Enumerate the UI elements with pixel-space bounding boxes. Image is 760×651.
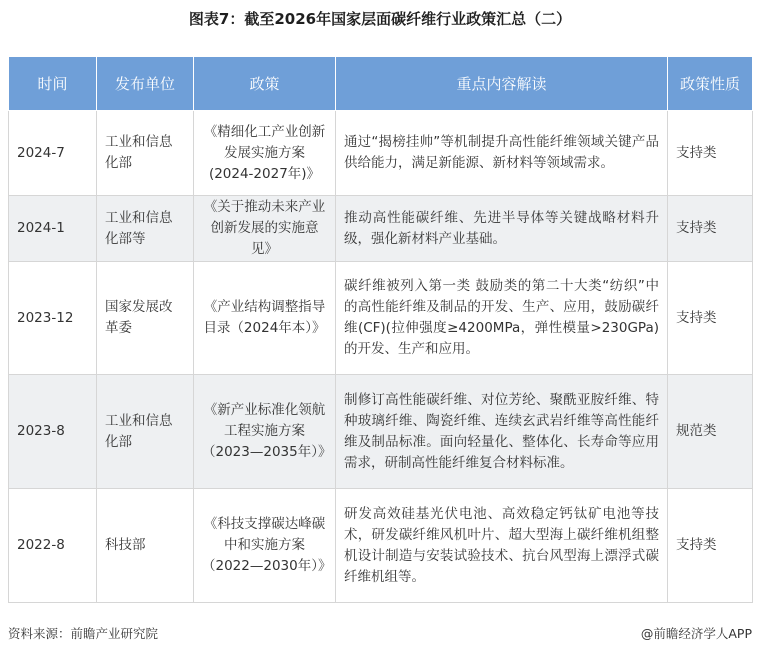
cell-policy: 《关于推动未来产业创新发展的实施意见》 [194, 196, 336, 262]
header-policy: 政策 [194, 57, 336, 111]
cell-nature: 支持类 [668, 489, 753, 603]
cell-nature: 支持类 [668, 262, 753, 375]
page-title: 图表7：截至2026年国家层面碳纤维行业政策汇总（二） [188, 10, 572, 28]
cell-nature: 规范类 [668, 375, 753, 489]
cell-content: 制修订高性能碳纤维、对位芳纶、聚酰亚胺纤维、特种玻璃纤维、陶瓷纤维、连续玄武岩纤维等高性能纤维及制品标准。面向轻量化、整体化、长寿命等应用需求，研制高性能纤维复合材料标准。 [336, 375, 668, 489]
header-issuer: 发布单位 [97, 57, 194, 111]
table-row [9, 489, 753, 603]
header-nature: 政策性质 [668, 57, 753, 111]
source-note: 资料来源：前瞻产业研究院 [8, 626, 159, 641]
cell-issuer: 工业和信息化部等 [97, 196, 194, 262]
cell-issuer: 国家发展改革委 [97, 262, 194, 375]
cell-nature: 支持类 [668, 196, 753, 262]
cell-policy: 《新产业标准化领航工程实施方案（2023—2035年）》 [194, 375, 336, 489]
cell-content: 通过“揭榜挂帅”等机制提升高性能纤维领域关键产品供给能力，满足新能源、新材料等领域需求。 [336, 111, 668, 196]
cell-date: 2023-8 [9, 375, 97, 489]
cell-date: 2024-1 [9, 196, 97, 262]
cell-content: 研发高效硅基光伏电池、高效稳定钙钛矿电池等技术，研发碳纤维风机叶片、超大型海上碳纤维机组整机设计制造与安装试验技术、抗台风型海上漂浮式碳纤维机组等。 [336, 489, 668, 603]
cell-policy: 《精细化工产业创新发展实施方案(2024-2027年)》 [194, 111, 336, 196]
cell-issuer: 科技部 [97, 489, 194, 603]
cell-content: 推动高性能碳纤维、先进半导体等关键战略材料升级，强化新材料产业基础。 [336, 196, 668, 262]
header-content: 重点内容解读 [336, 57, 668, 111]
cell-date: 2022-8 [9, 489, 97, 603]
cell-nature: 支持类 [668, 111, 753, 196]
cell-date: 2024-7 [9, 111, 97, 196]
table-header-row [9, 57, 753, 111]
table-row [9, 262, 753, 375]
cell-policy: 《产业结构调整指导目录（2024年本）》 [194, 262, 336, 375]
cell-content: 碳纤维被列入第一类 鼓励类的第二十大类“纺织”中的高性能纤维及制品的开发、生产、应用，鼓励碳纤维(CF)(拉伸强度≥4200MPa，弹性模量>230GPa)的开发、生产和应用。 [336, 262, 668, 375]
brand-credit: @前瞻经济学人APP [640, 626, 752, 641]
table-row [9, 111, 753, 196]
cell-issuer: 工业和信息化部 [97, 375, 194, 489]
cell-policy: 《科技支撑碳达峰碳中和实施方案（2022—2030年）》 [194, 489, 336, 603]
cell-date: 2023-12 [9, 262, 97, 375]
table-row [9, 375, 753, 489]
header-date: 时间 [9, 57, 97, 111]
policy-table [8, 56, 753, 603]
cell-issuer: 工业和信息化部 [97, 111, 194, 196]
table-row [9, 196, 753, 262]
